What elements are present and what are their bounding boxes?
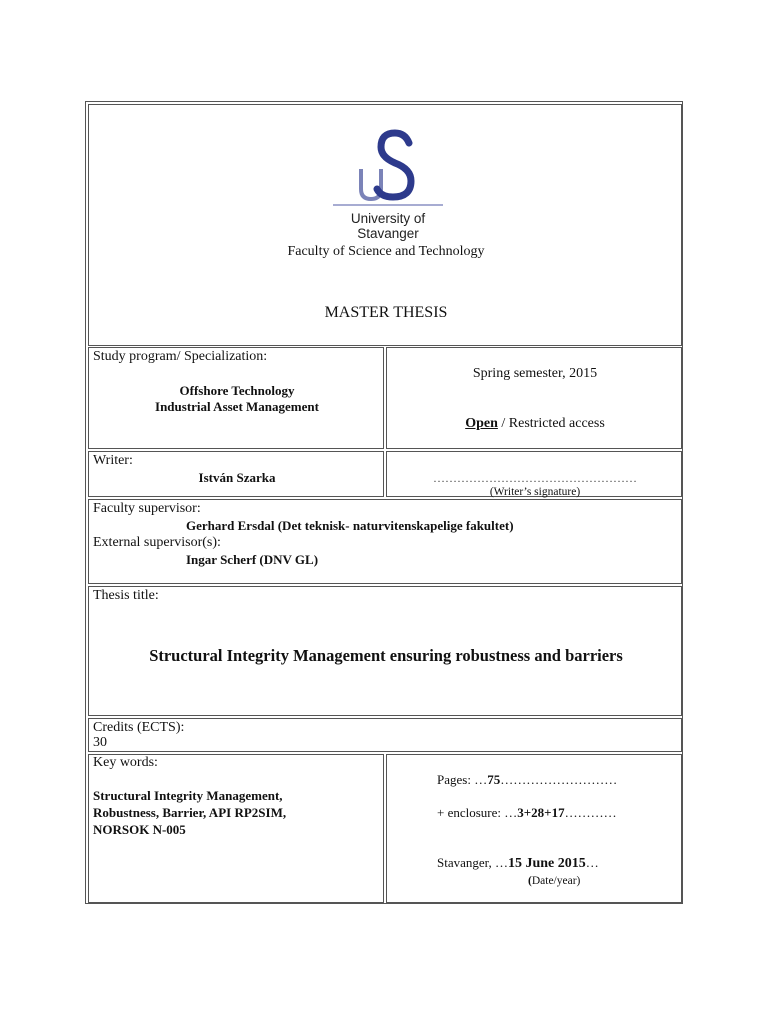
supervisors-cell <box>88 499 682 584</box>
thesis-title-label: Thesis title: <box>93 588 159 603</box>
enclosure-dots: ………… <box>564 805 617 820</box>
writer-cell <box>88 451 384 497</box>
external-supervisor-name: Ingar Scherf (DNV GL) <box>186 552 319 567</box>
university-name-line2: Stavanger <box>357 226 419 241</box>
keywords-line3: NORSOK N-005 <box>93 822 186 837</box>
study-program-cell <box>88 347 384 449</box>
pages-dots: ……………………… <box>500 772 618 787</box>
keywords-line2: Robustness, Barrier, API RP2SIM, <box>93 805 287 820</box>
keywords-label: Key words: <box>93 755 158 770</box>
semester-text: Spring semester, 2015 <box>472 366 598 381</box>
date-line <box>437 855 599 872</box>
study-program-label: Study program/ Specialization: <box>93 349 268 364</box>
access-open: Open <box>465 416 498 431</box>
pages-line <box>437 772 617 788</box>
access-line <box>387 416 683 432</box>
university-logo <box>333 119 443 241</box>
keywords-line1: Structural Integrity Management, <box>93 788 283 803</box>
writer-name: István Szarka <box>198 470 276 485</box>
enclosure-label: + enclosure: … <box>437 805 518 820</box>
credits-value: 30 <box>93 735 107 750</box>
uis-logo-icon <box>333 119 443 209</box>
writer-label: Writer: <box>93 453 133 468</box>
thesis-title: Structural Integrity Management ensuring robustness and barriers <box>149 646 623 665</box>
date-caption <box>528 873 580 889</box>
date-caption-text: Date/year) <box>531 875 581 887</box>
signature-dots: …………………………………………… <box>433 471 637 485</box>
date-dots: … <box>585 855 599 870</box>
credits-cell <box>88 718 682 752</box>
header-cell <box>88 104 682 346</box>
faculty-name: Faculty of Science and Technology <box>287 244 485 259</box>
date-value: 15 June 2015 <box>507 856 586 871</box>
document-type: MASTER THESIS <box>324 304 448 321</box>
study-program-line1: Offshore Technology <box>179 383 295 398</box>
thesis-title-cell <box>88 586 682 716</box>
study-program-line2: Industrial Asset Management <box>155 399 319 414</box>
signature-caption: (Writer’s signature) <box>489 486 581 498</box>
external-supervisor-label: External supervisor(s): <box>93 535 221 550</box>
faculty-supervisor-name: Gerhard Ersdal (Det teknisk- naturvitenskapelige fakultet) <box>186 518 514 533</box>
form-inner <box>88 104 680 901</box>
pages-label: Pages: … <box>437 772 488 787</box>
university-name-line1: University of <box>350 211 426 226</box>
signature-cell <box>386 451 682 497</box>
meta-cell <box>386 754 682 903</box>
faculty-supervisor-label: Faculty supervisor: <box>93 501 201 516</box>
semester-cell <box>386 347 682 449</box>
pages-value: 75 <box>487 772 501 787</box>
enclosure-line <box>437 805 617 821</box>
place-label: Stavanger, … <box>437 855 508 870</box>
access-restricted: / Restricted access <box>497 416 605 431</box>
keywords-cell <box>88 754 384 903</box>
credits-label: Credits (ECTS): <box>93 720 185 735</box>
cover-form <box>85 101 683 904</box>
enclosure-value: 3+28+17 <box>517 805 565 820</box>
date-caption-paren: ( <box>528 875 532 887</box>
